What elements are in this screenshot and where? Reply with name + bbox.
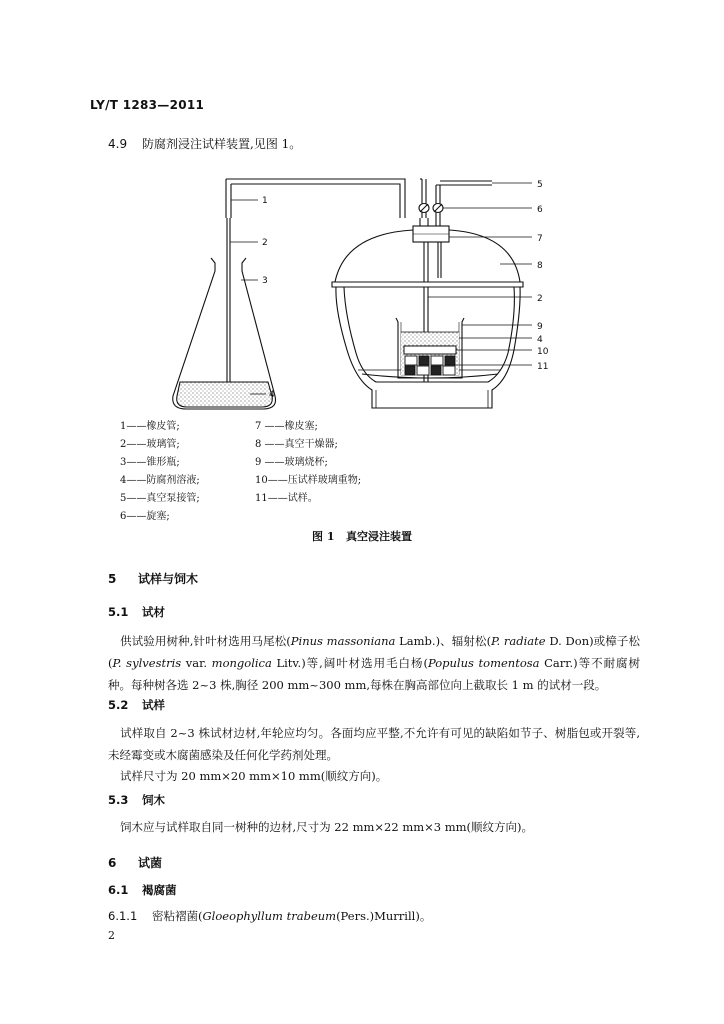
legend-item: 10——压试样玻璃重物;	[255, 475, 362, 486]
section-6-1-1: 6.1.1 密粘褶菌(Gloeophyllum trabeum(Pers.)Murrill)。	[108, 905, 640, 927]
section-title: 饲木	[142, 793, 165, 807]
figure-legend	[120, 418, 361, 526]
section-5-3-paragraph: 饲木应与试样取自同一树种的边材,尺寸为 22 mm×22 mm×3 mm(顺纹方向)。	[120, 820, 534, 834]
callout-8: 8	[537, 261, 543, 271]
callout-7: 7	[537, 234, 543, 244]
standard-code: LY/T 1283—2011	[90, 98, 205, 112]
section-6-heading	[108, 854, 162, 871]
section-number: 6.1.1	[108, 909, 138, 923]
stopcock-right	[433, 204, 443, 213]
legend-item: 4——防腐剂溶液;	[120, 475, 200, 486]
callout-2: 2	[262, 238, 268, 248]
callout-10: 10	[537, 347, 549, 357]
rubber-tube	[226, 179, 231, 218]
section-number: 5	[108, 572, 117, 586]
section-5-1-paragraph: 供试验用树种,针叶材选用马尾松(Pinus massoniana Lamb.)、辐射松(P. radiate D. Don)或樟子松(P. sylvestris var. mongolica Litv.)等,阔叶材选用毛白杨(Populus tomentosa Carr.)等不耐腐树种。每种树各选 2~3 株,胸径 200 mm~300 mm,每株在胸高部位向上截取长 1 m 的试材一段。	[108, 634, 640, 692]
legend-item: 11——试样。	[255, 493, 318, 504]
section-number: 5.3	[108, 793, 129, 807]
section-title: 试材	[142, 605, 165, 619]
figure-caption: 图 1 真空浸注装置	[312, 530, 412, 543]
section-6-1-heading	[108, 882, 177, 898]
section-title: 褐腐菌	[142, 883, 177, 897]
legend-item: 1——橡皮管;	[120, 421, 180, 432]
section-5-3-heading	[108, 792, 165, 808]
section-number: 6	[108, 856, 117, 870]
callout-9: 9	[537, 322, 543, 332]
section-4-9-text: 防腐剂浸注试样装置,见图 1。	[142, 137, 302, 151]
vacuum-impregnation-diagram	[0, 160, 724, 420]
section-5-1-heading	[108, 604, 165, 620]
section-number: 5.2	[108, 698, 129, 712]
callout-11: 11	[537, 362, 549, 372]
preservative-solution	[177, 382, 273, 407]
legend-item: 8 ——真空干燥器;	[255, 439, 338, 450]
section-5-2-heading	[108, 697, 165, 713]
callout-1: 1	[262, 196, 268, 206]
page-number: 2	[108, 929, 115, 942]
section-4-9-number: 4.9	[108, 137, 128, 151]
section-5-2-size: 试样尺寸为 20 mm×20 mm×10 mm(顺纹方向)。	[120, 769, 388, 783]
section-title: 试样与饲木	[138, 572, 199, 586]
section-number: 5.1	[108, 605, 129, 619]
legend-item: 7 ——橡皮塞;	[255, 421, 318, 432]
legend-item: 2——玻璃管;	[120, 439, 180, 450]
vacuum-pump-tube	[422, 179, 492, 218]
section-title: 试样	[142, 698, 165, 712]
section-title: 试菌	[138, 856, 163, 870]
callout-4-right: 4	[537, 335, 543, 345]
legend-item: 5——真空泵接管;	[120, 493, 200, 504]
callout-4: 4	[269, 390, 275, 400]
leader-lines-left	[230, 200, 266, 394]
callout-3: 3	[262, 276, 268, 286]
callout-2-right: 2	[537, 294, 543, 304]
connecting-tube	[226, 179, 405, 218]
legend-item: 6——旋塞;	[120, 511, 170, 522]
stopcock-left	[419, 204, 429, 213]
glass-tube-left	[227, 218, 230, 386]
callout-6: 6	[537, 205, 543, 215]
section-number: 6.1	[108, 883, 129, 897]
section-5-heading	[108, 570, 198, 587]
section-5-2-paragraph: 试样取自 2~3 株试材边材,年轮应均匀。各面均应平整,不允许有可见的缺陷如节子、树脂包或开裂等,未经霉变或木腐菌感染及任何化学药剂处理。	[108, 726, 640, 762]
callout-5: 5	[537, 180, 543, 190]
section-4-9	[108, 135, 301, 152]
glass-weight	[404, 346, 456, 354]
legend-item: 9 ——玻璃烧杯;	[255, 457, 328, 468]
legend-item: 3——锥形瓶;	[120, 457, 180, 468]
